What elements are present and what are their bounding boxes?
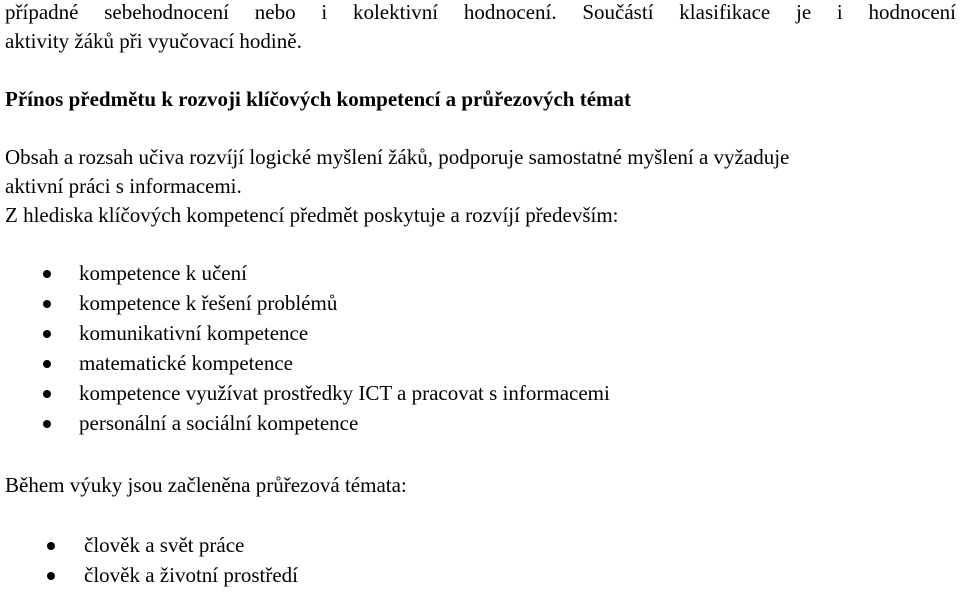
list-item-text: člověk a životní prostředí <box>84 563 299 587</box>
bullet-icon <box>47 542 55 550</box>
list-item-text: kompetence k učení <box>79 261 247 285</box>
list-item-text: kompetence využívat prostředky ICT a pracovat s informacemi <box>79 381 610 405</box>
list-item-text: personální a sociální kompetence <box>79 411 359 435</box>
paragraph-2: Z hlediska klíčových kompetencí předmět poskytuje a rozvíjí především: <box>5 203 619 227</box>
section-heading: Přínos předmětu k rozvoji klíčových kompetencí a průřezových témat <box>5 87 632 111</box>
intro-line-1-right: klasifikace je i hodnocení <box>679 0 956 24</box>
intro-line-1 <box>5 0 956 24</box>
intro-line-2: aktivity žáků při vyučovací hodině. <box>5 29 302 53</box>
bullet-icon <box>43 300 51 308</box>
list-item-text: komunikativní kompetence <box>79 321 309 345</box>
themes-intro: Během výuky jsou začleněna průřezová témata: <box>5 473 407 497</box>
bullet-icon <box>47 572 55 580</box>
bullet-icon <box>43 270 51 278</box>
list-item-text: matematické kompetence <box>79 351 293 375</box>
list-item-text: kompetence k řešení problémů <box>79 291 338 315</box>
paragraph-1-line-1: Obsah a rozsah učiva rozvíjí logické myšlení žáků, podporuje samostatné myšlení a vyžaduje <box>5 145 790 169</box>
bullet-icon <box>43 420 51 428</box>
bullet-icon <box>43 390 51 398</box>
bullet-icon <box>43 330 51 338</box>
list-item-text: člověk a svět práce <box>84 533 245 557</box>
intro-line-1-left: případné sebehodnocení nebo i kolektivní hodnocení. Součástí <box>5 0 654 24</box>
paragraph-1-line-2: aktivní práci s informacemi. <box>5 174 242 198</box>
bullet-icon <box>43 360 51 368</box>
